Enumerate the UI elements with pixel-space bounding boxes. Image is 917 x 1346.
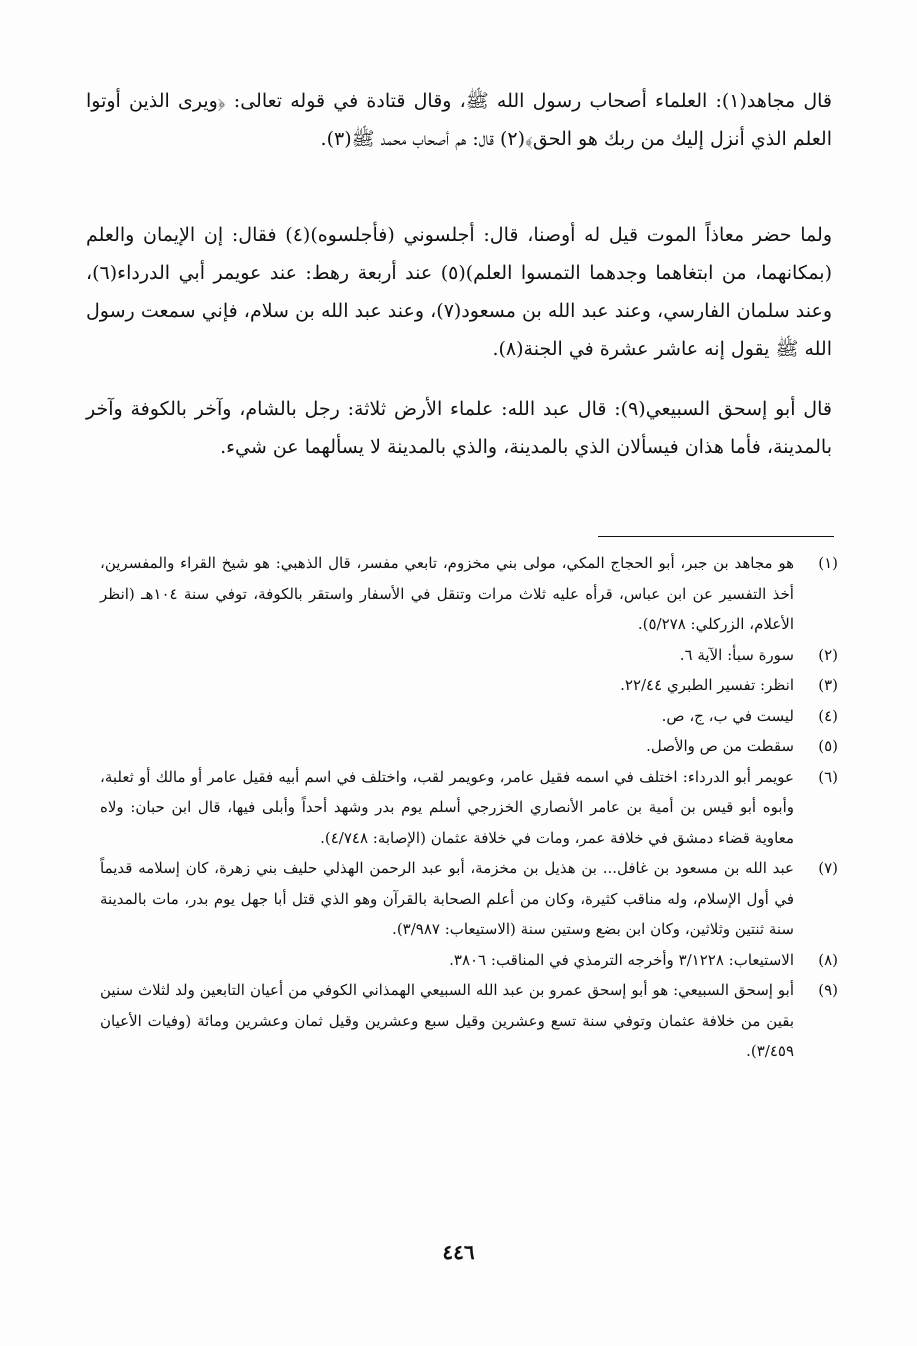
paragraph-text: قال أبو إسحق السبيعي(٩): قال عبد الله: علماء الأرض ثلاثة: رجل بالشام، وآخر بالكوفة وآخر بالمدينة، فأما هذان فيسألان الذي بالمدينة، والذي بالمدينة لا يسألهما عن شيء. (86, 398, 832, 458)
footnote-number: (٢) (818, 645, 838, 664)
paragraph-text: قال مجاهد(١): العلماء أصحاب رسول الله ﷺ، وقال قتادة في قوله تعالى: ﴿ويرى الذين أوتوا العلم الذي أنزل إليك من ربك هو الحق﴾(٢) قال: هم أصحاب محمد ﷺ(٣). (86, 90, 832, 150)
paragraph-muadh (86, 216, 832, 368)
footnote-number: (٩) (818, 981, 838, 999)
paragraph-text: ولما حضر معاذاً الموت قيل له أوصنا، قال: أجلسوني (فأجلسوه)(٤) فقال: إن الإيمان والعلم (بمكانهما، من ابتغاهما وجدهما التمسوا العلم)(٥) عند أربعة رهط: عند عويمر أبي الدرداء(٦)، وعند سلمان الفارسي، وعند عبد الله بن مسعود(٧)، وعند عبد الله بن سلام، فإني سمعت رسول الله ﷺ يقول إنه عاشر عشرة في الجنة(٨). (86, 224, 833, 360)
footnote-7 (100, 853, 838, 945)
page-number: ٤٤٦ (442, 1240, 475, 1264)
footnote-8 (100, 945, 838, 976)
footnote-text: عبد الله بن مسعود بن غافل... بن هذيل بن مخزمة، أبو عبد الرحمن الهذلي حليف بني زهرة، كان إسلامه قديماً في أول الإسلام، وله مناقب كثيرة، وكان من أعلم الصحابة بالقرآن وهو الذي قتل أبا جهل يوم بدر، مات بالمدينة سنة ثنتين وثلاثين، وكان ابن بضع وستين سنة (الاستيعاب: ٣/٩٨٧). (100, 859, 794, 938)
paragraph-mujahid (86, 82, 832, 158)
footnote-text: ليست في ب، ج، ص. (661, 706, 794, 725)
footnote-text: سورة سبأ: الآية ٦. (679, 645, 794, 664)
footnote-text: انظر: تفسير الطبري ٢٢/٤٤. (620, 676, 794, 694)
footnote-6 (100, 762, 838, 854)
paragraph-abu-ishaq (86, 390, 832, 466)
footnote-number: (٥) (818, 737, 838, 755)
footnote-3 (100, 670, 838, 701)
footnote-number: (٣) (818, 676, 838, 694)
footnote-number: (٦) (818, 767, 838, 786)
footnotes-section (100, 548, 838, 1067)
footnote-2 (100, 640, 838, 671)
footnote-4 (100, 701, 838, 732)
footnote-number: (٨) (818, 950, 838, 969)
footnote-number: (٧) (818, 859, 838, 877)
footnote-number: (٤) (818, 706, 838, 725)
footnote-text: عويمر أبو الدرداء: اختلف في اسمه فقيل عامر، وعويمر لقب، واختلف في اسم أبيه فقيل عامر أو مالك أو ثعلبة، وأبوه أبو قيس بن أمية بن عامر الأنصاري الخزرجي أسلم يوم بدر وشهد أحداً وأبلى فيها، قال ابن حبان: ولاه معاوية قضاء دمشق في خلافة عمر، ومات في خلافة عثمان (الإصابة: ٤/٧٤٨). (100, 767, 794, 847)
footnote-1 (100, 548, 838, 640)
footnote-5 (100, 731, 838, 762)
footnote-9 (100, 975, 838, 1067)
footnote-number: (١) (818, 554, 838, 572)
footnote-divider (598, 536, 834, 537)
footnote-text: أبو إسحق السبيعي: هو أبو إسحق عمرو بن عبد الله السبيعي الهمذاني الكوفي من أعيان التابعين ولد لثلاث سنين بقين من خلافة عثمان وتوفي سنة تسع وعشرين وقيل سبع وعشرين وقيل ثمان وعشرين ومائة (وفيات الأعيان ٣/٤٥٩). (100, 981, 794, 1060)
footnote-text: هو مجاهد بن جبر، أبو الحجاج المكي، مولى بني مخزوم، تابعي مفسر، قال الذهبي: هو شيخ القراء والمفسرين، أخذ التفسير عن ابن عباس، قرأه عليه ثلاث مرات وتنقل في الأسفار واستقر بالكوفة، توفي سنة ١٠٤هـ (انظر الأعلام، الزركلي: ٥/٢٧٨). (100, 554, 794, 633)
footnote-text: الاستيعاب: ٣/١٢٢٨ وأخرجه الترمذي في المناقب: ٣٨٠٦. (449, 950, 794, 969)
footnote-text: سقطت من ص والأصل. (646, 737, 794, 755)
